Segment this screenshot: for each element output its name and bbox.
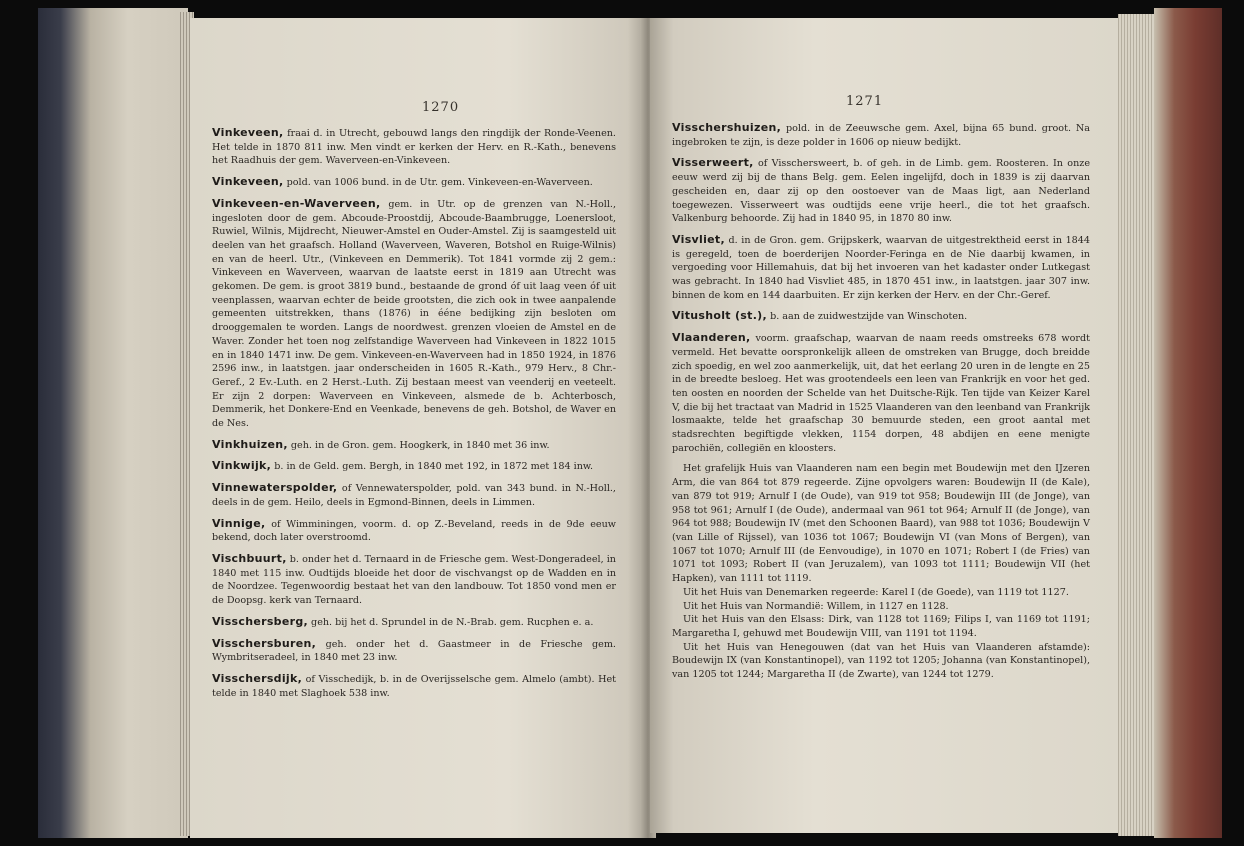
- right-page-number: 1271: [846, 94, 884, 109]
- right-book-cover: [1154, 8, 1222, 838]
- dictionary-entry: [212, 197, 616, 431]
- entry-text: of Visschersweert, b. of geh. in de Limb. gem. Roosteren. In onze eeuw werd zij bij de thans Belg. gem. Eelen ingelijfd, doch in 1839 is zij daarvan gescheiden en, daar zij op den oostoever van de Maas ligt, aan Nederland toegewezen. Visserweert was oudtijds eene vrije heerl., die tot het graafsch. Valkenburg behoorde. Zij had in 1840 95, in 1870 80 inw.: [672, 158, 1090, 225]
- dictionary-entry: [212, 438, 616, 453]
- entry-text: geh. in de Gron. gem. Hoogkerk, in 1840 met 36 inw.: [290, 439, 550, 451]
- dictionary-entry: [672, 156, 1090, 226]
- entry-headword: Vinnewaterspolder,: [212, 481, 338, 495]
- entry-text: b. aan de zuidwestzijde van Winschoten.: [770, 311, 968, 323]
- right-page-text: [672, 121, 1090, 682]
- entry-text: of Visschedijk, b. in de Overijsselsche gem. Almelo (ambt). Het telde in 1840 met Slaghoek 538 inw.: [212, 673, 616, 699]
- dictionary-entry: [212, 175, 616, 190]
- dictionary-entry: [672, 309, 1090, 324]
- entry-headword: Visvliet,: [672, 232, 725, 246]
- dictionary-entry: [672, 121, 1090, 149]
- entry-text: gem. in Utr. op de grenzen van N.-Holl., ingesloten door de gem. Abcoude-Proostdij, Abcoude-Baambrugge, Loenersloot, Ruwiel, Wilnis, Mijdrecht, Nieuwer-Amstel en Ouder-Amstel. Zij is saamgesteld uit deelen van het graafsch. Holland (Waverveen, Waveren, Botshol en Ruige-Wilnis) en van de heerl. Utr., (Vinkeveen en Demmerik). Tot 1841 vormde zij 2 gem.: Vinkeveen en Waverveen, waarvan de laatste eerst in 1819 aan Utrecht was gekomen. De gem. is groot 3819 bund., bestaande de grond óf uit laag veen óf uit veenplassen, waarvan echter de beide grootsten, die zich ook in twee aanpalende gemeenten uitstrekken, thans (1876) in ééne bedijking zijn besloten om drooggemalen te worden. Langs de noordwest. grenzen vloeien de Amstel en de Waver. Zonder het toen nog zelfstandige Waverveen had Vinkeveen in 1822 1015 en in 1840 1471 inw. De gem. Vinkeveen-en-Waverveen had in 1850 1924, in 1876 2596 inw., in laatstgen. jaar onderscheiden in 1605 R.-Kath., 979 Herv., 8 Chr.-Geref., 2 Ev.-Luth. en 2 Herst.-Luth. Zij bestaan meest van veenderij en veeteelt. Er zijn 2 dorpen: Waverveen en Vinkeveen, alsmede de b. Achterbosch, Demmerik, het Donkere-End en Veenkade, benevens de geh. Botshol, de Waver en de Nes.: [212, 198, 616, 430]
- entry-text: b. onder het d. Ternaard in de Friesche gem. West-Dongeradeel, in 1840 met 115 inw. Oudtijds bloeide het door de vischvangst op de Wadden en in de Noordzee. Tegenwoordig bestaat het van den landbouw. Tot 1850 vond men er de Doopsg. kerk van Ternaard.: [212, 553, 616, 607]
- entry-text: geh. onder het d. Gaastmeer in de Friesche gem. Wymbritseradeel, in 1840 met 23 inw.: [212, 638, 616, 664]
- entry-headword: Vinnige,: [212, 516, 266, 530]
- dictionary-entry: [212, 552, 616, 608]
- right-page-edges: [1118, 14, 1156, 836]
- dictionary-entry: [212, 615, 616, 630]
- continuation-paragraph: Het grafelijk Huis van Vlaanderen nam een begin met Boudewijn met den IJzeren Arm, die van 864 tot 879 regeerde. Zijne opvolgers waren: Boudewijn II (de Kale), van 879 tot 919; Arnulf I (de Oude), van 919 tot 958; Boudewijn III (de Jonge), van 958 tot 961; Arnulf I (de Oude), andermaal van 961 tot 964; Arnulf II (de Jonge), van 964 tot 988; Boudewijn IV (met den Schoonen Baard), van 988 tot 1036; Boudewijn V (van Lille of Rijssel), van 1036 tot 1067; Boudewijn VI (van Mons of Bergen), van 1067 tot 1070; Arnulf III (de Eenvoudige), in 1070 en 1071; Robert I (de Fries) van 1071 tot 1093; Robert II (van Jeruzalem), van 1093 tot 1111; Boudewijn VII (het Hapken), van 1111 tot 1119.: [672, 463, 1090, 585]
- entry-headword: Vinkeveen,: [212, 175, 284, 189]
- dictionary-entry: [212, 672, 616, 700]
- entry-headword: Vinkeveen-en-Waverveen,: [212, 196, 381, 210]
- dictionary-entry: [212, 126, 616, 168]
- continuation-paragraph: Uit het Huis van Normandië: Willem, in 1127 en 1128.: [683, 600, 949, 612]
- dictionary-entry: [672, 331, 1090, 455]
- entry-text: of Vennewaterspolder, pold. van 343 bund. in N.-Holl., deels in de gem. Heilo, deels in Egmond-Binnen, deels in Limmen.: [212, 483, 616, 508]
- dictionary-entry: [672, 233, 1090, 303]
- continuation-paragraph: Uit het Huis van Henegouwen (dat van het Huis van Vlaanderen afstamde): Boudewijn IX (van Konstantinopel), van 1192 tot 1205; Johanna (van Konstantinopel), van 1205 tot 1244; Margaretha II (de Zwarte), van 1244 tot 1279.: [672, 641, 1090, 681]
- left-book-cover: [38, 8, 188, 838]
- entry-headword: Vinkeveen,: [212, 126, 284, 139]
- entry-headword: Visschershuizen,: [672, 121, 782, 134]
- entry-text: geh. bij het d. Sprundel in de N.-Brab. gem. Rucphen e. a.: [311, 616, 594, 628]
- continuation-paragraph: Uit het Huis van den Elsass: Dirk, van 1128 tot 1169; Filips I, van 1169 tot 1191; Margaretha I, gehuwd met Boudewijn VIII, van 1191 tot 1194.: [672, 614, 1090, 639]
- dictionary-entry: [212, 481, 616, 509]
- entry-text: pold. van 1006 bund. in de Utr. gem. Vinkeveen-en-Waverveen.: [286, 177, 593, 189]
- entry-headword: Vitusholt (st.),: [672, 309, 767, 323]
- entry-text: pold. in de Zeeuwsche gem. Axel, bijna 65 bund. groot. Na ingebroken te zijn, is deze polder in 1606 op nieuw bedijkt.: [672, 123, 1090, 148]
- entry-headword: Visschersburen,: [212, 636, 317, 650]
- entry-text: of Wimminingen, voorm. d. op Z.-Beveland, reeds in de 9de eeuw bekend, doch later overstroomd.: [212, 518, 616, 544]
- dictionary-entry: [212, 517, 616, 545]
- entry-text: b. in de Geld. gem. Bergh, in 1840 met 192, in 1872 met 184 inw.: [274, 461, 594, 473]
- entry-headword: Visschersberg,: [212, 614, 308, 628]
- continuation-paragraph: Uit het Huis van Denemarken regeerde: Karel I (de Goede), van 1119 tot 1127.: [683, 586, 1069, 598]
- left-page: [190, 18, 646, 838]
- left-page-text: [212, 126, 616, 707]
- entry-text: voorm. graafschap, waarvan de naam reeds omstreeks 678 wordt vermeld. Het bevatte oorspronkelijk alleen de omstreken van Brugge, doch breidde zich spoedig, en wel zoo aanmerkelijk, uit, dat het eerlang 20 uren in de lengte en 25 in de breedte besloeg. Het was grootendeels een leen van Frankrijk en voor het ged. ten oosten en noorden der Schelde van het Duitsche-Rijk. Ten tijde van Keizer Karel V, die bij het tractaat van Madrid in 1525 Vlaanderen van den leenband van Frankrijk losmaakte, telde het graafschap 30 bemuurde steden, een groot aantal met stadsrechten begiftigde vlekken, 1154 dorpen, 48 abdijen en eene menigte parochiën, collegiën en kloosters.: [672, 333, 1090, 454]
- entry-headword: Vlaanderen,: [672, 331, 751, 345]
- entry-headword: Vinkwijk,: [212, 459, 272, 473]
- entry-headword: Visserweert,: [672, 156, 754, 170]
- left-page-number: 1270: [422, 100, 460, 115]
- right-page: [650, 18, 1120, 833]
- entry-headword: Visschersdijk,: [212, 671, 303, 685]
- entry-text: fraai d. in Utrecht, gebouwd langs den ringdijk der Ronde-Veenen. Het telde in 1870 811 inw. Men vindt er kerken der Herv. en R.-Kath., benevens het Raadhuis der gem. Waverveen-en-Vinkeveen.: [212, 128, 616, 167]
- dictionary-entry: [212, 459, 616, 474]
- entry-text: d. in de Gron. gem. Grijpskerk, waarvan de uitgestrektheid eerst in 1844 is geregeld, toen de boerderijen Noorder-Feringa en de Nie daarbij kwamen, in vergoeding voor Hillemahuis, dat bij het invoeren van het kadaster onder Lutkegast was gebracht. In 1840 had Visvliet 485, in 1870 451 inw., in laatstgen. jaar 307 inw. binnen de kom en 144 daarbuiten. Er zijn kerken der Herv. en der Chr.-Geref.: [672, 234, 1090, 301]
- entry-headword: Vinkhuizen,: [212, 437, 288, 451]
- entry-headword: Vischbuurt,: [212, 551, 287, 565]
- dictionary-entry: [212, 637, 616, 665]
